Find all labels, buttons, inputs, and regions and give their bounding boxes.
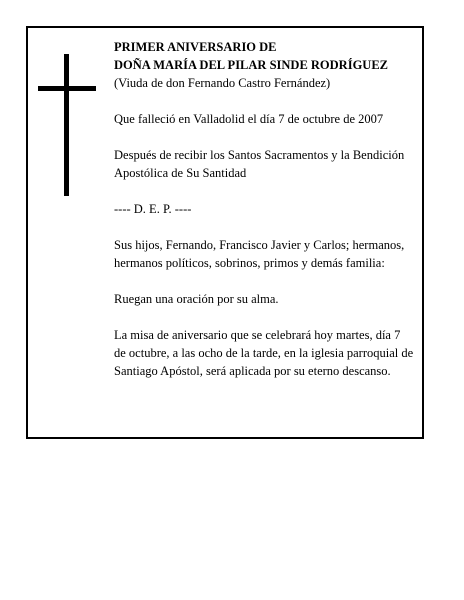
obituary-text [114,38,414,398]
mass-announcement: La misa de aniversario que se celebrará hoy martes, día 7 de octubre, a las ocho de la tarde, en la iglesia parroquial de Santiago Apóstol, será aplicada por su eterno descanso. [114,328,414,378]
widow-subtitle: (Viuda de don Fernando Castro Fernández) [114,76,331,90]
rip-line: ---- D. E. P. ---- [114,202,192,216]
sacraments-statement: Después de recibir los Santos Sacramentos y la Bendición Apostólica de Su Santidad [114,148,405,180]
death-statement: Que falleció en Valladolid el día 7 de octubre de 2007 [114,112,384,126]
family-list: Sus hijos, Fernando, Francisco Javier y Carlos; hermanos, hermanos políticos, sobrinos, primos y demás familia: [114,238,405,270]
title-line-2: DOÑA MARÍA DEL PILAR SINDE RODRÍGUEZ [114,58,388,72]
title-line-1: PRIMER ANIVERSARIO DE [114,40,277,54]
prayer-request: Ruegan una oración por su alma. [114,292,279,306]
